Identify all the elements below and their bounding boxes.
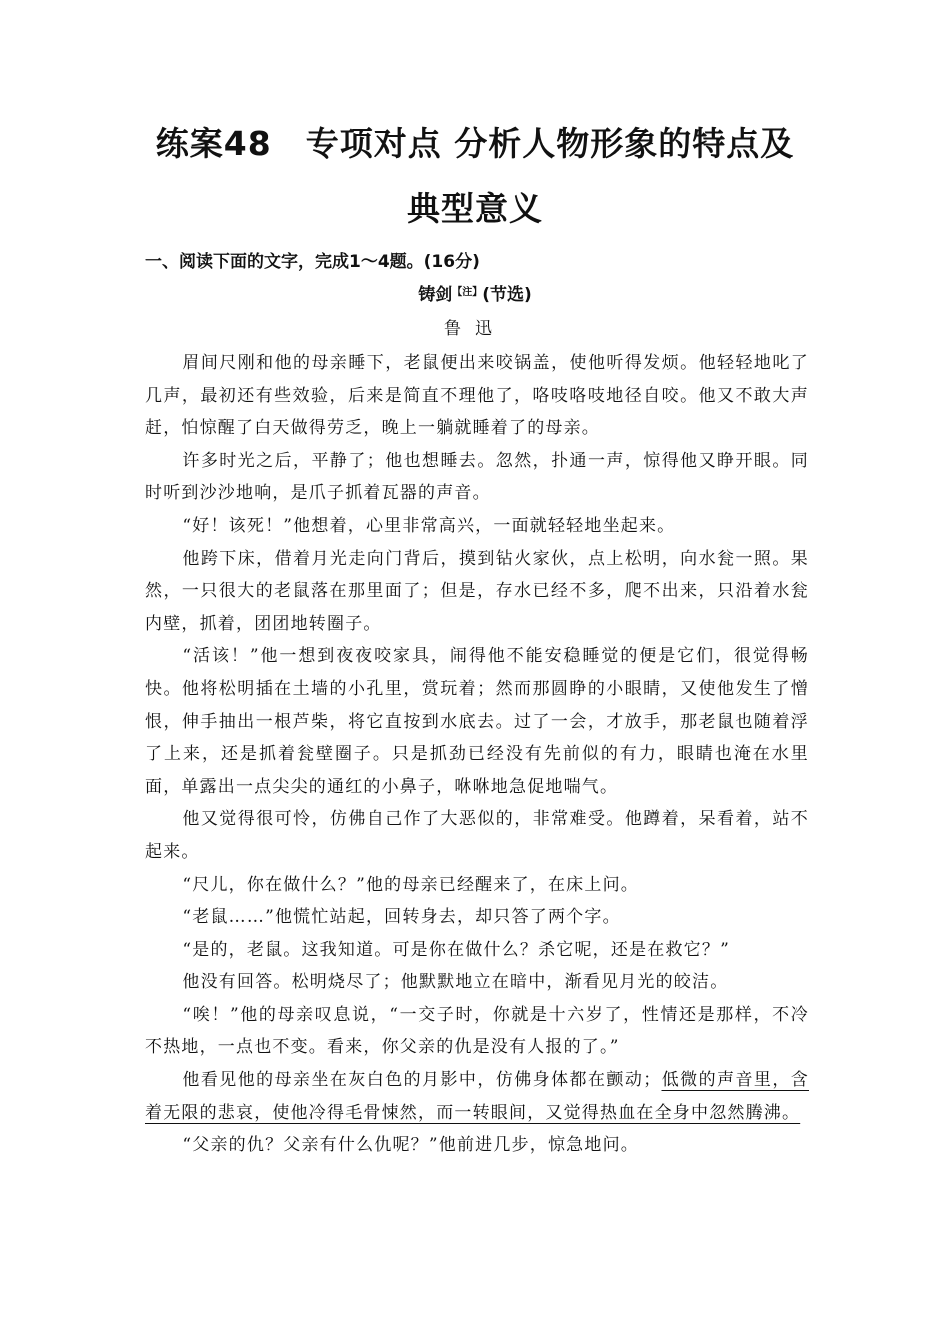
paragraph: “唉！”他的母亲叹息说，“一交子时，你就是十六岁了，性情还是那样，不冷不热地，一点也不变。看来，你父亲的仇是没有人报的了。”: [145, 1004, 809, 1058]
article-title: [0, 284, 950, 306]
paragraph: “是的，老鼠。这我知道。可是你在做什么？杀它呢，还是在救它？”: [182, 939, 730, 960]
paragraph-with-underline: [145, 1064, 809, 1129]
section-instruction: 一、阅读下面的文字，完成1～4题。(16分): [145, 252, 480, 272]
underlined-sentence: 低微的声音里，含着无限的悲哀，使他冷得毛骨悚然，而一转眼间，又觉得热血在全身中忽然腾沸。: [145, 1070, 809, 1123]
paragraph: 他跨下床，借着月光走向门背后，摸到钻火家伙，点上松明，向水瓮一照。果然，一只很大的老鼠落在那里面了；但是，存水已经不多，爬不出来，只沿着水瓮内壁，抓着，团团地转圈子。: [145, 548, 809, 634]
paragraph: “好！该死！”他想着，心里非常高兴，一面就轻轻地坐起来。: [182, 515, 676, 536]
paragraph: “父亲的仇？父亲有什么仇呢？”他前进几步，惊急地问。: [182, 1135, 639, 1156]
paragraph-text: 他看见他的母亲坐在灰白色的月影中，仿佛身体都在颤动；: [182, 1070, 662, 1091]
paragraph: 许多时光之后，平静了；他也想睡去。忽然，扑通一声，惊得他又睁开眼。同时听到沙沙地响，是爪子抓着瓦器的声音。: [145, 450, 809, 504]
article-body: [145, 347, 809, 1162]
paragraph: “老鼠……”他慌忙站起，回转身去，却只答了两个字。: [182, 907, 621, 928]
page-title-line-1: 练案48 专项对点 分析人物形象的特点及: [155, 124, 795, 163]
article-title-suffix: (节选): [482, 285, 532, 305]
paragraph: 他没有回答。松明烧尽了；他默默地立在暗中，渐看见月光的皎洁。: [182, 972, 729, 993]
paragraph: 眉间尺刚和他的母亲睡下，老鼠便出来咬锅盖，使他听得发烦。他轻轻地叱了几声，最初还有些效验，后来是简直不理他了，咯吱咯吱地径自咬。他又不敢大声赶，怕惊醒了白天做得劳乏，晚上一躺就睡着了的母亲。: [145, 353, 809, 439]
footnote-marker: 【注】: [452, 287, 483, 298]
paragraph: “尺儿，你在做什么？”他的母亲已经醒来了，在床上问。: [182, 874, 639, 895]
paragraph: “活该！”他一想到夜夜咬家具，闹得他不能安稳睡觉的便是它们，很觉得畅快。他将松明插在土墙的小孔里，赏玩着；然而那圆睁的小眼睛，又使他发生了憎恨，伸手抽出一根芦柴，将它直按到水底去。过了一会，才放手，那老鼠也随着浮了上来，还是抓着瓮壁圈子。只是抓劲已经没有先前似的有力，眼睛也淹在水里面，单露出一点尖尖的通红的小鼻子，咻咻地急促地喘气。: [145, 646, 809, 797]
article-author: 鲁迅: [444, 319, 506, 339]
article-title-main: 铸剑: [418, 285, 453, 305]
paragraph: 他又觉得很可怜，仿佛自己作了大恶似的，非常难受。他蹲着，呆看着，站不起来。: [145, 809, 809, 862]
page-title-line-2: 典型意义: [407, 189, 543, 228]
